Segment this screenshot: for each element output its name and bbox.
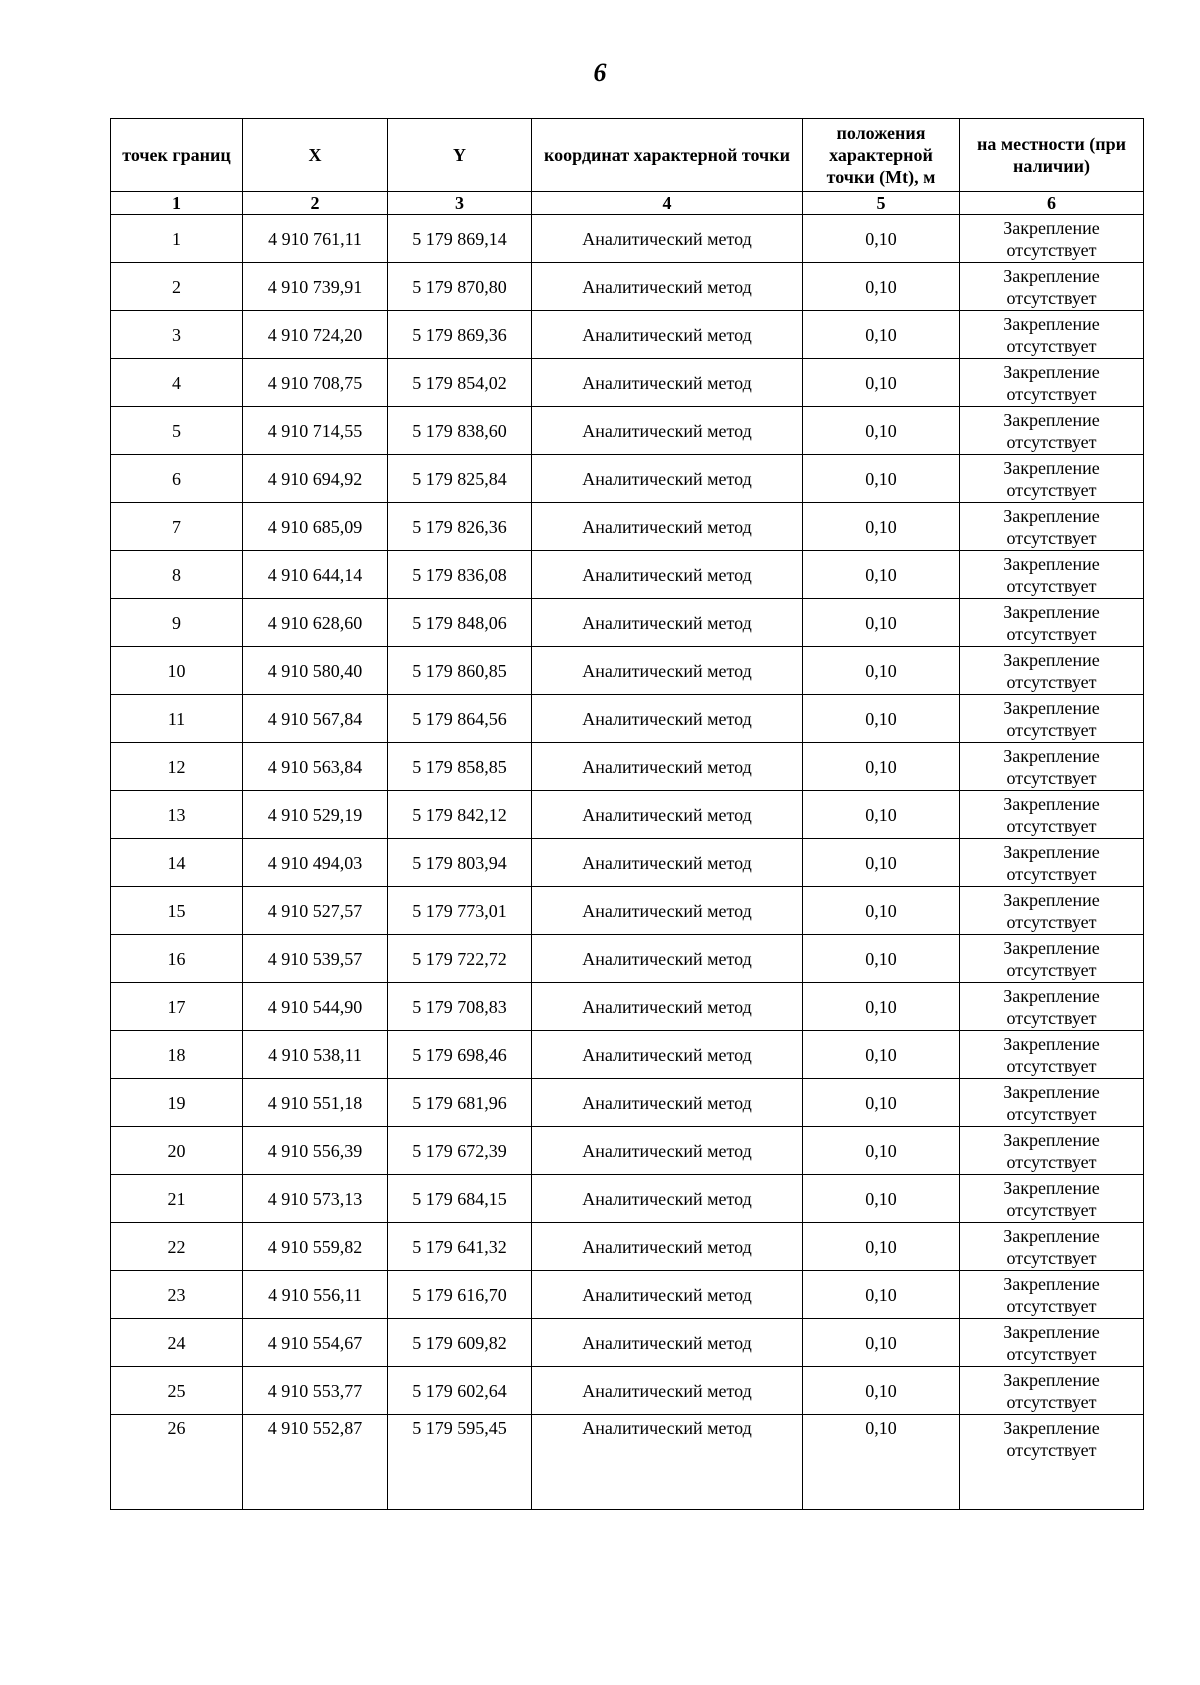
cell-x: 4 910 494,03 bbox=[243, 839, 388, 887]
header-anchor: на местности (при наличии) bbox=[960, 119, 1144, 192]
cell-accuracy: 0,10 bbox=[803, 551, 960, 599]
cell-x: 4 910 580,40 bbox=[243, 647, 388, 695]
cell-point-number: 8 bbox=[111, 551, 243, 599]
cell-y: 5 179 864,56 bbox=[388, 695, 532, 743]
cell-anchor: Закрепление отсутствует bbox=[960, 551, 1144, 599]
table-row bbox=[111, 503, 1144, 551]
table-row bbox=[111, 263, 1144, 311]
cell-method: Аналитический метод bbox=[532, 263, 803, 311]
cell-x: 4 910 694,92 bbox=[243, 455, 388, 503]
cell-anchor: Закрепление отсутствует bbox=[960, 647, 1144, 695]
cell-y: 5 179 860,85 bbox=[388, 647, 532, 695]
cell-accuracy: 0,10 bbox=[803, 407, 960, 455]
table-row bbox=[111, 887, 1144, 935]
cell-y: 5 179 854,02 bbox=[388, 359, 532, 407]
column-number: 5 bbox=[803, 192, 960, 215]
cell-point-number: 4 bbox=[111, 359, 243, 407]
cell-accuracy: 0,10 bbox=[803, 215, 960, 263]
cell-x: 4 910 529,19 bbox=[243, 791, 388, 839]
table-row bbox=[111, 791, 1144, 839]
cell-x: 4 910 527,57 bbox=[243, 887, 388, 935]
cell-point-number: 17 bbox=[111, 983, 243, 1031]
cell-accuracy: 0,10 bbox=[803, 1223, 960, 1271]
cell-x: 4 910 563,84 bbox=[243, 743, 388, 791]
cell-point-number: 25 bbox=[111, 1367, 243, 1415]
cell-method: Аналитический метод bbox=[532, 983, 803, 1031]
cell-point-number: 19 bbox=[111, 1079, 243, 1127]
cell-method: Аналитический метод bbox=[532, 791, 803, 839]
table-row bbox=[111, 983, 1144, 1031]
table-row bbox=[111, 599, 1144, 647]
cell-anchor: Закрепление отсутствует bbox=[960, 311, 1144, 359]
cell-method: Аналитический метод bbox=[532, 887, 803, 935]
cell-anchor: Закрепление отсутствует bbox=[960, 503, 1144, 551]
cell-x: 4 910 567,84 bbox=[243, 695, 388, 743]
cell-accuracy: 0,10 bbox=[803, 1079, 960, 1127]
header-y: Y bbox=[388, 119, 532, 192]
column-number-row bbox=[111, 192, 1144, 215]
cell-anchor: Закрепление отсутствует bbox=[960, 695, 1144, 743]
table-row bbox=[111, 1367, 1144, 1415]
cell-point-number: 26 bbox=[111, 1415, 243, 1510]
table-row bbox=[111, 1127, 1144, 1175]
table-row bbox=[111, 1223, 1144, 1271]
cell-anchor: Закрепление отсутствует bbox=[960, 1271, 1144, 1319]
cell-method: Аналитический метод bbox=[532, 311, 803, 359]
cell-anchor: Закрепление отсутствует bbox=[960, 1031, 1144, 1079]
cell-point-number: 15 bbox=[111, 887, 243, 935]
table-row bbox=[111, 1319, 1144, 1367]
cell-point-number: 5 bbox=[111, 407, 243, 455]
cell-y: 5 179 609,82 bbox=[388, 1319, 532, 1367]
table-row bbox=[111, 1031, 1144, 1079]
cell-y: 5 179 858,85 bbox=[388, 743, 532, 791]
cell-x: 4 910 539,57 bbox=[243, 935, 388, 983]
table-row bbox=[111, 215, 1144, 263]
column-number: 4 bbox=[532, 192, 803, 215]
cell-point-number: 22 bbox=[111, 1223, 243, 1271]
cell-method: Аналитический метод bbox=[532, 599, 803, 647]
cell-accuracy: 0,10 bbox=[803, 1319, 960, 1367]
cell-y: 5 179 869,36 bbox=[388, 311, 532, 359]
cell-anchor: Закрепление отсутствует bbox=[960, 983, 1144, 1031]
cell-x: 4 910 628,60 bbox=[243, 599, 388, 647]
table-row bbox=[111, 647, 1144, 695]
cell-accuracy: 0,10 bbox=[803, 695, 960, 743]
cell-anchor: Закрепление отсутствует bbox=[960, 599, 1144, 647]
cell-anchor: Закрепление отсутствует bbox=[960, 1175, 1144, 1223]
cell-x: 4 910 724,20 bbox=[243, 311, 388, 359]
cell-accuracy: 0,10 bbox=[803, 359, 960, 407]
cell-anchor: Закрепление отсутствует bbox=[960, 791, 1144, 839]
cell-method: Аналитический метод bbox=[532, 1175, 803, 1223]
column-number: 1 bbox=[111, 192, 243, 215]
cell-point-number: 10 bbox=[111, 647, 243, 695]
cell-method: Аналитический метод bbox=[532, 1415, 803, 1510]
cell-method: Аналитический метод bbox=[532, 1319, 803, 1367]
table-row bbox=[111, 695, 1144, 743]
cell-y: 5 179 708,83 bbox=[388, 983, 532, 1031]
cell-y: 5 179 595,45 bbox=[388, 1415, 532, 1510]
header-accuracy: положения характерной точки (Mt), м bbox=[803, 119, 960, 192]
cell-anchor: Закрепление отсутствует bbox=[960, 935, 1144, 983]
cell-anchor: Закрепление отсутствует bbox=[960, 1319, 1144, 1367]
cell-x: 4 910 554,67 bbox=[243, 1319, 388, 1367]
cell-anchor: Закрепление отсутствует bbox=[960, 1079, 1144, 1127]
cell-method: Аналитический метод bbox=[532, 1127, 803, 1175]
cell-point-number: 9 bbox=[111, 599, 243, 647]
cell-anchor: Закрепление отсутствует bbox=[960, 1367, 1144, 1415]
coordinates-table bbox=[110, 118, 1144, 1510]
cell-point-number: 12 bbox=[111, 743, 243, 791]
cell-point-number: 24 bbox=[111, 1319, 243, 1367]
cell-method: Аналитический метод bbox=[532, 1223, 803, 1271]
header-row bbox=[111, 119, 1144, 192]
cell-x: 4 910 559,82 bbox=[243, 1223, 388, 1271]
column-number: 6 bbox=[960, 192, 1144, 215]
cell-method: Аналитический метод bbox=[532, 647, 803, 695]
header-method: координат характерной точки bbox=[532, 119, 803, 192]
cell-y: 5 179 616,70 bbox=[388, 1271, 532, 1319]
cell-accuracy: 0,10 bbox=[803, 503, 960, 551]
cell-method: Аналитический метод bbox=[532, 935, 803, 983]
cell-accuracy: 0,10 bbox=[803, 1415, 960, 1510]
table-row bbox=[111, 1079, 1144, 1127]
cell-x: 4 910 573,13 bbox=[243, 1175, 388, 1223]
cell-point-number: 2 bbox=[111, 263, 243, 311]
cell-accuracy: 0,10 bbox=[803, 935, 960, 983]
table-body bbox=[111, 215, 1144, 1510]
cell-x: 4 910 551,18 bbox=[243, 1079, 388, 1127]
cell-anchor: Закрепление отсутствует bbox=[960, 215, 1144, 263]
cell-accuracy: 0,10 bbox=[803, 1175, 960, 1223]
cell-y: 5 179 842,12 bbox=[388, 791, 532, 839]
cell-point-number: 13 bbox=[111, 791, 243, 839]
cell-y: 5 179 698,46 bbox=[388, 1031, 532, 1079]
table-row bbox=[111, 1415, 1144, 1510]
cell-y: 5 179 641,32 bbox=[388, 1223, 532, 1271]
cell-method: Аналитический метод bbox=[532, 1079, 803, 1127]
cell-accuracy: 0,10 bbox=[803, 1367, 960, 1415]
cell-accuracy: 0,10 bbox=[803, 791, 960, 839]
cell-point-number: 21 bbox=[111, 1175, 243, 1223]
cell-x: 4 910 553,77 bbox=[243, 1367, 388, 1415]
cell-accuracy: 0,10 bbox=[803, 1127, 960, 1175]
cell-method: Аналитический метод bbox=[532, 1367, 803, 1415]
cell-accuracy: 0,10 bbox=[803, 743, 960, 791]
column-number: 2 bbox=[243, 192, 388, 215]
cell-x: 4 910 685,09 bbox=[243, 503, 388, 551]
cell-point-number: 3 bbox=[111, 311, 243, 359]
cell-accuracy: 0,10 bbox=[803, 1031, 960, 1079]
cell-anchor: Закрепление отсутствует bbox=[960, 743, 1144, 791]
cell-accuracy: 0,10 bbox=[803, 887, 960, 935]
cell-anchor: Закрепление отсутствует bbox=[960, 1127, 1144, 1175]
cell-method: Аналитический метод bbox=[532, 1031, 803, 1079]
table-row bbox=[111, 455, 1144, 503]
cell-method: Аналитический метод bbox=[532, 695, 803, 743]
cell-method: Аналитический метод bbox=[532, 407, 803, 455]
cell-x: 4 910 556,39 bbox=[243, 1127, 388, 1175]
cell-y: 5 179 826,36 bbox=[388, 503, 532, 551]
cell-anchor: Закрепление отсутствует bbox=[960, 407, 1144, 455]
cell-method: Аналитический метод bbox=[532, 503, 803, 551]
cell-y: 5 179 870,80 bbox=[388, 263, 532, 311]
cell-point-number: 11 bbox=[111, 695, 243, 743]
cell-point-number: 14 bbox=[111, 839, 243, 887]
cell-x: 4 910 739,91 bbox=[243, 263, 388, 311]
cell-accuracy: 0,10 bbox=[803, 311, 960, 359]
table-row bbox=[111, 1175, 1144, 1223]
cell-point-number: 23 bbox=[111, 1271, 243, 1319]
cell-point-number: 7 bbox=[111, 503, 243, 551]
cell-x: 4 910 714,55 bbox=[243, 407, 388, 455]
cell-y: 5 179 848,06 bbox=[388, 599, 532, 647]
cell-y: 5 179 722,72 bbox=[388, 935, 532, 983]
cell-x: 4 910 556,11 bbox=[243, 1271, 388, 1319]
cell-point-number: 20 bbox=[111, 1127, 243, 1175]
cell-y: 5 179 836,08 bbox=[388, 551, 532, 599]
cell-y: 5 179 825,84 bbox=[388, 455, 532, 503]
cell-accuracy: 0,10 bbox=[803, 1271, 960, 1319]
cell-x: 4 910 552,87 bbox=[243, 1415, 388, 1510]
table-row bbox=[111, 551, 1144, 599]
table-row bbox=[111, 743, 1144, 791]
cell-x: 4 910 708,75 bbox=[243, 359, 388, 407]
header-point-number: точек границ bbox=[111, 119, 243, 192]
cell-y: 5 179 869,14 bbox=[388, 215, 532, 263]
cell-method: Аналитический метод bbox=[532, 839, 803, 887]
cell-x: 4 910 538,11 bbox=[243, 1031, 388, 1079]
cell-y: 5 179 681,96 bbox=[388, 1079, 532, 1127]
cell-method: Аналитический метод bbox=[532, 551, 803, 599]
cell-accuracy: 0,10 bbox=[803, 647, 960, 695]
table-row bbox=[111, 1271, 1144, 1319]
cell-x: 4 910 644,14 bbox=[243, 551, 388, 599]
cell-y: 5 179 672,39 bbox=[388, 1127, 532, 1175]
cell-method: Аналитический метод bbox=[532, 359, 803, 407]
cell-y: 5 179 838,60 bbox=[388, 407, 532, 455]
cell-anchor: Закрепление отсутствует bbox=[960, 1223, 1144, 1271]
cell-accuracy: 0,10 bbox=[803, 599, 960, 647]
table-row bbox=[111, 839, 1144, 887]
cell-anchor: Закрепление отсутствует bbox=[960, 887, 1144, 935]
cell-point-number: 6 bbox=[111, 455, 243, 503]
cell-point-number: 1 bbox=[111, 215, 243, 263]
cell-point-number: 18 bbox=[111, 1031, 243, 1079]
cell-anchor: Закрепление отсутствует bbox=[960, 359, 1144, 407]
header-x: X bbox=[243, 119, 388, 192]
cell-accuracy: 0,10 bbox=[803, 983, 960, 1031]
cell-accuracy: 0,10 bbox=[803, 263, 960, 311]
cell-y: 5 179 684,15 bbox=[388, 1175, 532, 1223]
cell-method: Аналитический метод bbox=[532, 743, 803, 791]
cell-x: 4 910 544,90 bbox=[243, 983, 388, 1031]
cell-point-number: 16 bbox=[111, 935, 243, 983]
cell-accuracy: 0,10 bbox=[803, 839, 960, 887]
table-row bbox=[111, 359, 1144, 407]
table-row bbox=[111, 935, 1144, 983]
cell-y: 5 179 773,01 bbox=[388, 887, 532, 935]
table-row bbox=[111, 311, 1144, 359]
table-row bbox=[111, 407, 1144, 455]
cell-y: 5 179 803,94 bbox=[388, 839, 532, 887]
column-number: 3 bbox=[388, 192, 532, 215]
page-number: 6 bbox=[593, 58, 607, 87]
cell-anchor: Закрепление отсутствует bbox=[960, 1415, 1144, 1510]
cell-accuracy: 0,10 bbox=[803, 455, 960, 503]
cell-y: 5 179 602,64 bbox=[388, 1367, 532, 1415]
cell-anchor: Закрепление отсутствует bbox=[960, 839, 1144, 887]
cell-method: Аналитический метод bbox=[532, 455, 803, 503]
cell-x: 4 910 761,11 bbox=[243, 215, 388, 263]
cell-anchor: Закрепление отсутствует bbox=[960, 455, 1144, 503]
cell-method: Аналитический метод bbox=[532, 215, 803, 263]
cell-method: Аналитический метод bbox=[532, 1271, 803, 1319]
cell-anchor: Закрепление отсутствует bbox=[960, 263, 1144, 311]
